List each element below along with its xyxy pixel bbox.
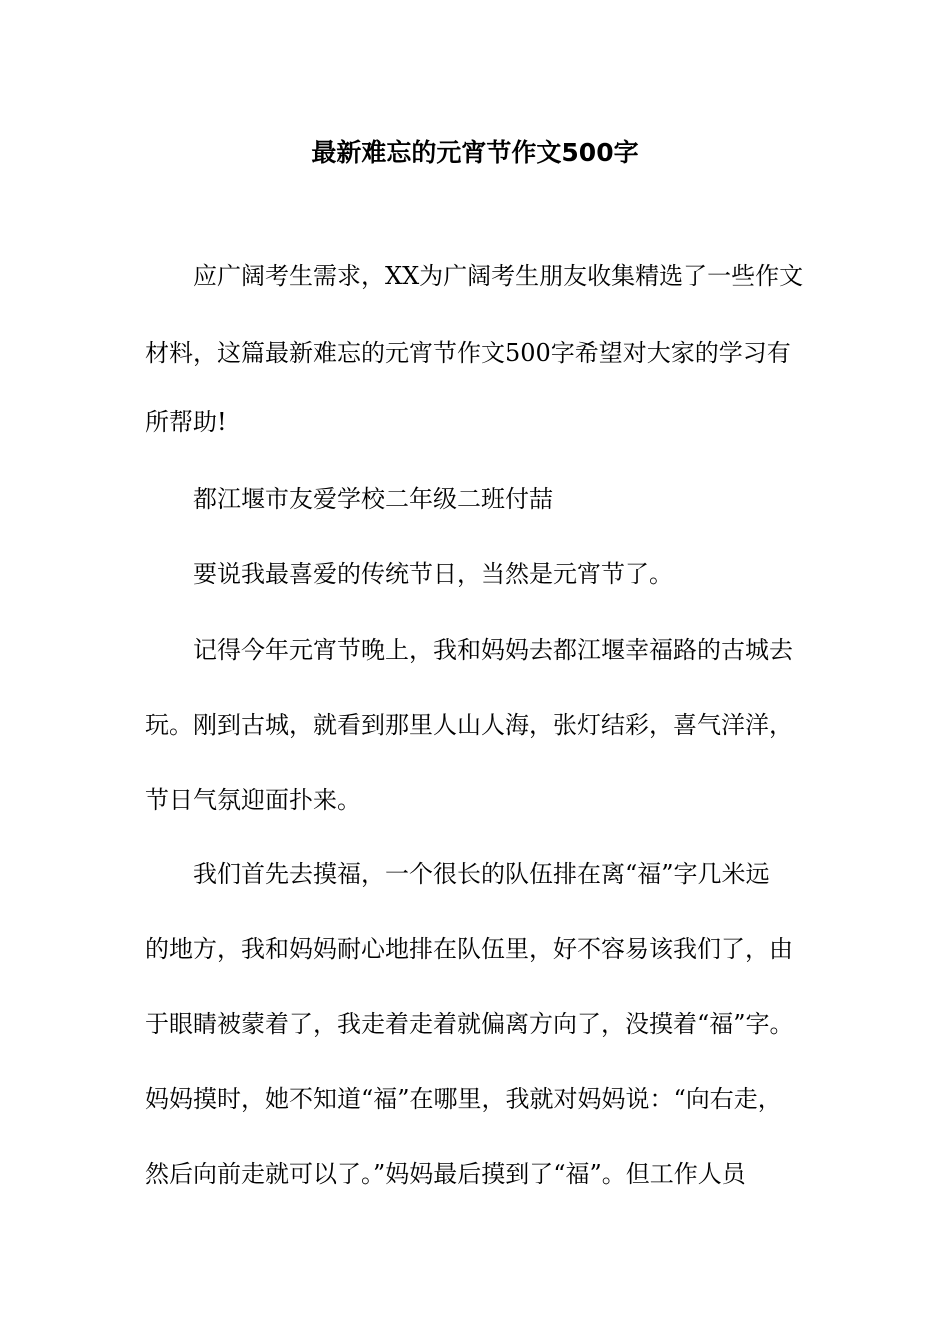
author-line: 都江堰市友爱学校二年级二班付喆	[193, 485, 553, 513]
paragraph-line: 玩。刚到古城，就看到那里人山人海，张灯结彩，喜气洋洋，	[145, 711, 793, 739]
paragraph-line: 材料，这篇最新难忘的元宵节作文500字希望对大家的学习有	[145, 339, 791, 367]
paragraph-line: 所帮助!	[145, 408, 227, 436]
paragraph-line: 节日气氛迎面扑来。	[145, 786, 361, 814]
paragraph-line: 记得今年元宵节晚上，我和妈妈去都江堰幸福路的古城去	[193, 636, 793, 664]
paragraph-line: 我们首先去摸福，一个很长的队伍排在离“福”字几米远	[193, 860, 770, 888]
paragraph-line: 的地方，我和妈妈耐心地排在队伍里，好不容易该我们了，由	[145, 935, 793, 963]
document-title: 最新难忘的元宵节作文500字	[311, 138, 639, 167]
paragraph-line: 然后向前走就可以了。”妈妈最后摸到了“福”。但工作人员	[145, 1160, 746, 1188]
paragraph-line: 妈妈摸时，她不知道“福”在哪里，我就对妈妈说：“向右走，	[145, 1085, 782, 1113]
paragraph-line: 应广阔考生需求，XX为广阔考生朋友收集精选了一些作文	[193, 262, 804, 290]
paragraph-line: 于眼睛被蒙着了，我走着走着就偏离方向了，没摸着“福”字。	[145, 1010, 794, 1038]
paragraph-line: 要说我最喜爱的传统节日，当然是元宵节了。	[193, 560, 673, 588]
